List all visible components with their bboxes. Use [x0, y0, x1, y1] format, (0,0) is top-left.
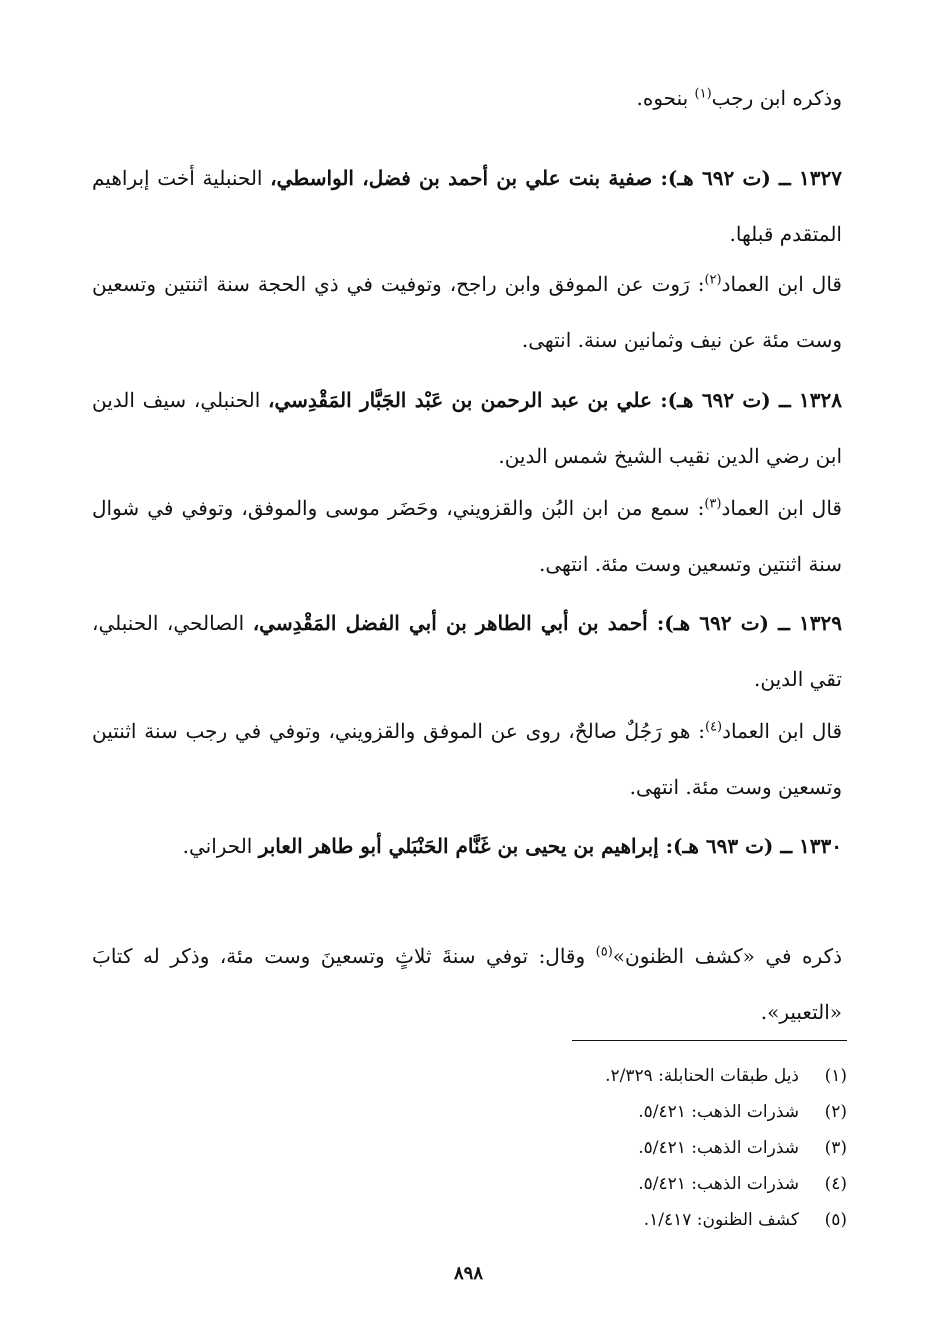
paragraph-ibn-imad-3	[92, 480, 842, 592]
paragraph-text: وقال: توفي سنةَ ثلاثٍ وتسعينَ وست مئة، وذكر له كتابَ «التعبير».	[92, 944, 842, 1024]
entry-text: الحنبلي، سيف الدين ابن رضي الدين نقيب الشيخ شمس الدين.	[92, 388, 842, 468]
entry-text: الصالحي، الحنبلي، تقي الدين.	[92, 611, 842, 691]
entry-1330	[92, 818, 842, 874]
entry-1328	[92, 372, 842, 484]
entry-heading: ١٣٢٧ ــ (ت ٦٩٢ هـ): صفية بنت علي بن أحمد بن فضل، الواسطي،	[270, 166, 843, 190]
footnote-text: شذرات الذهب: ٥/٤٢١.	[638, 1102, 799, 1122]
paragraph-text: قال ابن العماد	[721, 272, 842, 296]
footnote-4	[427, 1166, 847, 1202]
paragraph-ibn-imad-2	[92, 256, 842, 368]
entry-text: الحراني.	[182, 834, 259, 858]
paragraph-text: قال ابن العماد	[721, 496, 842, 520]
footnotes	[427, 1058, 847, 1238]
footnote-ref[interactable]: (٤)	[704, 719, 723, 735]
entry-heading: ١٣٢٩ ــ (ت ٦٩٢ هـ): أحمد بن أبي الطاهر بن أبي الفضل المَقْدِسي،	[252, 611, 842, 635]
paragraph-text: بنحوه.	[636, 86, 695, 110]
footnote-ref[interactable]: (٥)	[595, 944, 613, 960]
footnote-1	[427, 1058, 847, 1094]
entry-heading: ١٣٣٠ ــ (ت ٦٩٣ هـ): إبراهيم بن يحيى بن غَنَّام الحَنْبَلي أبو طاهر العابر	[258, 834, 842, 858]
paragraph-text: قال ابن العماد	[722, 719, 843, 743]
footnote-2	[427, 1094, 847, 1130]
paragraph-kashf-al-zunun	[92, 928, 842, 1040]
footnote-text: ذيل طبقات الحنابلة: ٢/٣٢٩.	[605, 1066, 799, 1086]
footnote-ref[interactable]: (١)	[694, 86, 712, 102]
footnote-ref[interactable]: (٢)	[704, 272, 722, 288]
page-number: ٨٩٨	[453, 1263, 483, 1284]
paragraph-text: ذكره في «كشف الظنون»	[612, 944, 842, 968]
paragraph-text: : هو رَجُلٌ صالحٌ، روى عن الموفق والقزويني، وتوفي في رجب سنة اثنتين وتسعين وست مئة. انتهى.	[92, 719, 842, 799]
footnote-number: (٣)	[824, 1138, 847, 1158]
footnote-text: كشف الظنون: ١/٤١٧.	[643, 1210, 799, 1230]
entry-heading: ١٣٢٨ ــ (ت ٦٩٢ هـ): علي بن عبد الرحمن بن عَبْد الجَبَّار المَقْدِسي،	[267, 388, 843, 412]
paragraph-text: : رَوت عن الموفق وابن راجح، وتوفيت في ذي الحجة سنة اثنتين وتسعين وست مئة عن نيف وثمانين سنة. انتهى.	[92, 272, 842, 352]
paragraph-ibn-imad-4	[92, 703, 842, 815]
paragraph-text: وذكره ابن رجب	[711, 86, 842, 110]
entry-1327	[92, 150, 842, 262]
entry-1329	[92, 595, 842, 707]
footnote-separator	[572, 1040, 847, 1041]
footnote-text: شذرات الذهب: ٥/٤٢١.	[638, 1174, 799, 1194]
footnote-number: (٢)	[824, 1102, 847, 1122]
entry-text: الحنبلية أخت إبراهيم المتقدم قبلها.	[92, 166, 842, 246]
footnote-5	[427, 1202, 847, 1238]
footnote-number: (١)	[824, 1066, 847, 1086]
footnote-3	[427, 1130, 847, 1166]
footnote-ref[interactable]: (٣)	[704, 496, 722, 512]
paragraph-ibn-rajab	[92, 70, 842, 126]
footnote-text: شذرات الذهب: ٥/٤٢١.	[638, 1138, 799, 1158]
paragraph-text: : سمع من ابن البُن والقزويني، وحَضَر موسى والموفق، وتوفي في شوال سنة اثنتين وتسعين وست مئة. انتهى.	[92, 496, 842, 576]
footnote-number: (٥)	[824, 1210, 847, 1230]
footnote-number: (٤)	[824, 1174, 847, 1194]
